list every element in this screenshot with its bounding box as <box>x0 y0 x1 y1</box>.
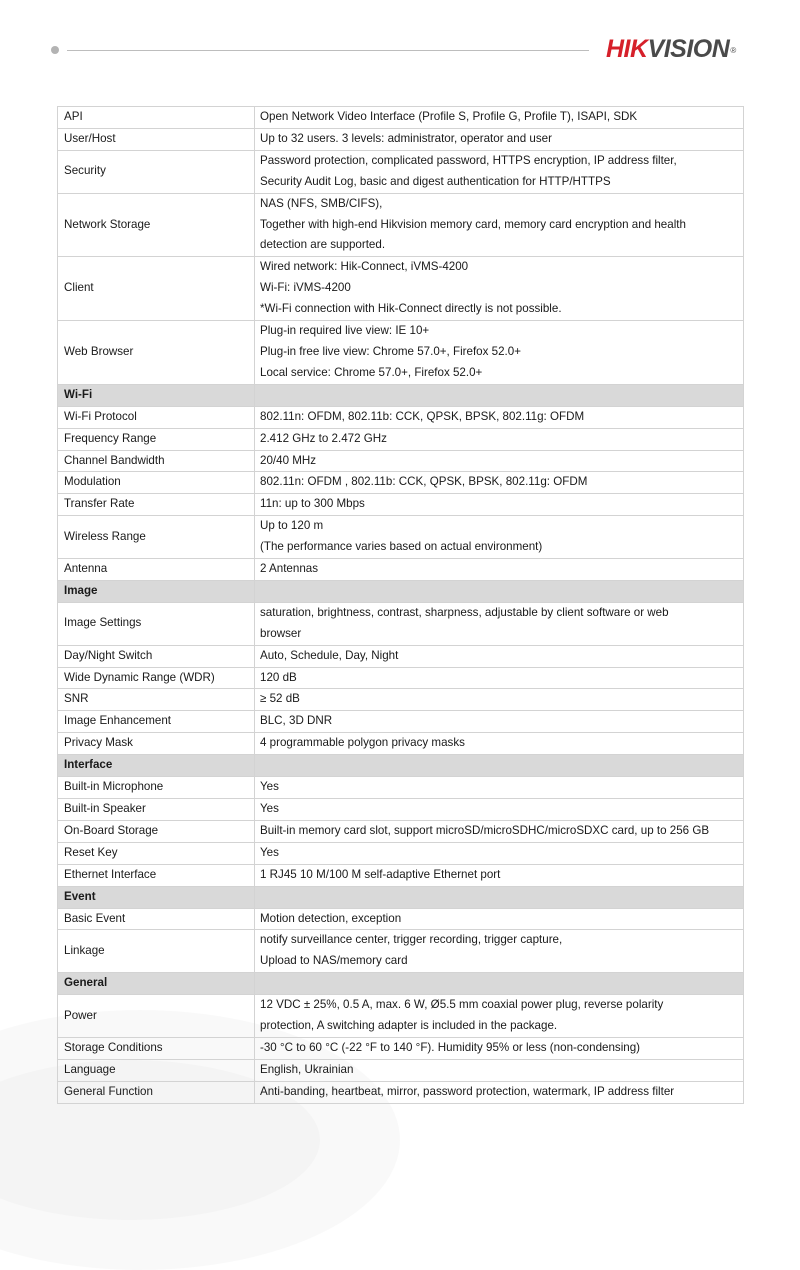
spec-value <box>255 1037 744 1059</box>
table-row <box>58 908 744 930</box>
spec-label: Modulation <box>58 472 255 494</box>
spec-value-line: NAS (NFS, SMB/CIFS), <box>260 196 383 210</box>
table-row <box>58 1059 744 1081</box>
spec-value-line: 2.412 GHz to 2.472 GHz <box>260 431 387 445</box>
spec-value <box>255 494 744 516</box>
spec-label: Image Enhancement <box>58 711 255 733</box>
table-row <box>58 107 744 129</box>
spec-value <box>255 733 744 755</box>
spec-label: Privacy Mask <box>58 733 255 755</box>
spec-value-line: Yes <box>260 780 279 794</box>
spec-value-line: Local service: Chrome 57.0+, Firefox 52.0+ <box>260 365 483 379</box>
table-row <box>58 1037 744 1059</box>
registered-mark: ® <box>730 46 736 55</box>
table-row <box>58 689 744 711</box>
spec-label: Basic Event <box>58 908 255 930</box>
spec-value <box>255 472 744 494</box>
spec-value-line: notify surveillance center, trigger recording, trigger capture, <box>260 933 563 947</box>
section-header-blank <box>255 886 744 908</box>
spec-label: Built-in Microphone <box>58 777 255 799</box>
spec-value-line: Password protection, complicated password, HTTPS encryption, IP address filter, <box>260 153 677 167</box>
spec-label: Ethernet Interface <box>58 864 255 886</box>
spec-value-line: Up to 120 m <box>260 519 324 533</box>
logo-text-red: HIK <box>606 35 648 63</box>
spec-value-line: protection, A switching adapter is included in the package. <box>260 1019 558 1033</box>
spec-value <box>255 193 744 257</box>
hikvision-logo <box>606 34 735 64</box>
spec-label: Image Settings <box>58 602 255 645</box>
spec-label: Wide Dynamic Range (WDR) <box>58 667 255 689</box>
table-row <box>58 559 744 581</box>
spec-label: Transfer Rate <box>58 494 255 516</box>
spec-value-line: 2 Antennas <box>260 562 319 576</box>
section-header-blank <box>255 580 744 602</box>
section-title: Wi-Fi <box>58 384 255 406</box>
spec-value-line: -30 °C to 60 °C (-22 °F to 140 °F). Humidity 95% or less (non-condensing) <box>260 1040 641 1054</box>
spec-value <box>255 930 744 973</box>
section-header-blank <box>255 755 744 777</box>
table-row <box>58 864 744 886</box>
spec-value <box>255 995 744 1038</box>
spec-value-line: browser <box>260 626 302 640</box>
spec-value-line: 120 dB <box>260 670 297 684</box>
spec-value-line: 11n: up to 300 Mbps <box>260 497 365 511</box>
section-header <box>58 580 744 602</box>
spec-value-line: 802.11n: OFDM , 802.11b: CCK, QPSK, BPSK, 802.11g: OFDM <box>260 475 588 489</box>
table-row <box>58 711 744 733</box>
spec-value-line: 12 VDC ± 25%, 0.5 A, max. 6 W, Ø5.5 mm coaxial power plug, reverse polarity <box>260 998 664 1012</box>
spec-value <box>255 406 744 428</box>
spec-value <box>255 450 744 472</box>
table-row <box>58 321 744 385</box>
spec-label: Wireless Range <box>58 516 255 559</box>
section-header <box>58 886 744 908</box>
table-row <box>58 516 744 559</box>
spec-value-line: ≥ 52 dB <box>260 692 300 706</box>
table-row <box>58 645 744 667</box>
spec-value-line: *Wi-Fi connection with Hik-Connect directly is not possible. <box>260 302 562 316</box>
spec-value-line: Plug-in free live view: Chrome 57.0+, Firefox 52.0+ <box>260 344 521 358</box>
spec-value <box>255 1059 744 1081</box>
spec-label: API <box>58 107 255 129</box>
spec-value-line: Open Network Video Interface (Profile S, Profile G, Profile T), ISAPI, SDK <box>260 110 638 123</box>
logo-text-grey: VISION <box>647 35 730 63</box>
spec-value-line: BLC, 3D DNR <box>260 714 333 728</box>
spec-label: Day/Night Switch <box>58 645 255 667</box>
table-row <box>58 820 744 842</box>
table-row <box>58 494 744 516</box>
spec-value <box>255 107 744 129</box>
spec-value-line: detection are supported. <box>260 238 386 252</box>
spec-label: Security <box>58 150 255 193</box>
table-row <box>58 193 744 257</box>
spec-value <box>255 321 744 385</box>
spec-value <box>255 150 744 193</box>
section-title: General <box>58 973 255 995</box>
spec-label: Language <box>58 1059 255 1081</box>
table-row <box>58 930 744 973</box>
spec-value <box>255 908 744 930</box>
spec-value <box>255 689 744 711</box>
spec-value-line: English, Ukrainian <box>260 1062 354 1076</box>
spec-label: SNR <box>58 689 255 711</box>
spec-label: Client <box>58 257 255 321</box>
header-dot <box>51 46 59 54</box>
table-row <box>58 842 744 864</box>
spec-value <box>255 516 744 559</box>
table-row <box>58 602 744 645</box>
spec-value <box>255 777 744 799</box>
spec-label: Reset Key <box>58 842 255 864</box>
table-row <box>58 1081 744 1103</box>
table-row <box>58 777 744 799</box>
spec-value-line: 1 RJ45 10 M/100 M self-adaptive Ethernet port <box>260 867 501 881</box>
spec-value-line: 20/40 MHz <box>260 453 317 467</box>
table-row <box>58 428 744 450</box>
spec-label: Wi-Fi Protocol <box>58 406 255 428</box>
spec-value <box>255 257 744 321</box>
spec-value-line: (The performance varies based on actual environment) <box>260 540 543 554</box>
spec-value-line: Plug-in required live view: IE 10+ <box>260 324 430 338</box>
section-title: Interface <box>58 755 255 777</box>
table-row <box>58 799 744 821</box>
spec-value-line: Auto, Schedule, Day, Night <box>260 648 399 662</box>
spec-label: Antenna <box>58 559 255 581</box>
spec-value-line: Security Audit Log, basic and digest authentication for HTTP/HTTPS <box>260 174 611 188</box>
spec-value <box>255 864 744 886</box>
spec-value-line: Wired network: Hik-Connect, iVMS-4200 <box>260 260 469 274</box>
table-row <box>58 472 744 494</box>
section-header-blank <box>255 973 744 995</box>
section-header <box>58 755 744 777</box>
section-title: Event <box>58 886 255 908</box>
section-header-blank <box>255 384 744 406</box>
spec-value-line: Yes <box>260 802 279 815</box>
section-header <box>58 973 744 995</box>
spec-value <box>255 667 744 689</box>
spec-value-line: Together with high-end Hikvision memory card, memory card encryption and health <box>260 217 686 231</box>
spec-value-line: Wi-Fi: iVMS-4200 <box>260 281 351 295</box>
spec-value-line: Upload to NAS/memory card <box>260 954 408 968</box>
spec-value-line: 802.11n: OFDM, 802.11b: CCK, QPSK, BPSK, 802.11g: OFDM <box>260 409 585 423</box>
spec-value <box>255 645 744 667</box>
table-row <box>58 150 744 193</box>
table-row <box>58 406 744 428</box>
spec-label: Built-in Speaker <box>58 799 255 821</box>
spec-value <box>255 799 744 821</box>
spec-value-line: 4 programmable polygon privacy masks <box>260 736 465 750</box>
spec-label: Power <box>58 995 255 1038</box>
header-rule <box>67 50 589 51</box>
spec-value-line: Up to 32 users. 3 levels: administrator, operator and user <box>260 131 552 145</box>
spec-value <box>255 820 744 842</box>
table-row <box>58 257 744 321</box>
spec-table <box>57 106 744 1104</box>
spec-value <box>255 128 744 150</box>
spec-value-line: Built-in memory card slot, support microSD/microSDHC/microSDXC card, up to 256 GB <box>260 823 710 837</box>
spec-value-line: Motion detection, exception <box>260 911 402 925</box>
table-row <box>58 450 744 472</box>
spec-label: Network Storage <box>58 193 255 257</box>
spec-value <box>255 428 744 450</box>
spec-label: Channel Bandwidth <box>58 450 255 472</box>
spec-label: General Function <box>58 1081 255 1103</box>
spec-value <box>255 602 744 645</box>
table-row <box>58 667 744 689</box>
spec-label: Linkage <box>58 930 255 973</box>
section-title: Image <box>58 580 255 602</box>
spec-value <box>255 1081 744 1103</box>
spec-value <box>255 711 744 733</box>
table-row <box>58 733 744 755</box>
spec-label: On-Board Storage <box>58 820 255 842</box>
spec-value <box>255 842 744 864</box>
spec-value-line: Anti-banding, heartbeat, mirror, password protection, watermark, IP address filter <box>260 1084 675 1098</box>
spec-label: User/Host <box>58 128 255 150</box>
table-row <box>58 128 744 150</box>
table-row <box>58 995 744 1038</box>
spec-label: Frequency Range <box>58 428 255 450</box>
spec-value-line: saturation, brightness, contrast, sharpness, adjustable by client software or web <box>260 605 669 619</box>
spec-value-line: Yes <box>260 845 279 859</box>
section-header <box>58 384 744 406</box>
spec-label: Web Browser <box>58 321 255 385</box>
spec-value <box>255 559 744 581</box>
spec-label: Storage Conditions <box>58 1037 255 1059</box>
